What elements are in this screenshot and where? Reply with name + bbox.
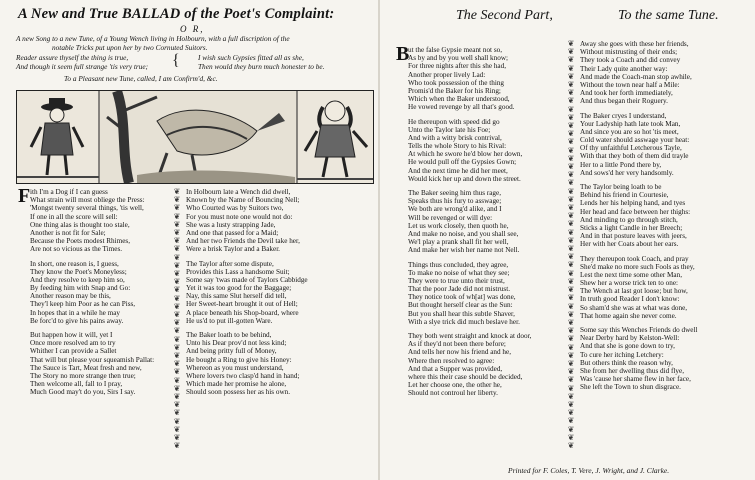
fleuron-icon: ❦ [567,153,575,163]
fleuron-icon: ❦ [173,408,181,418]
woodcut-figure-right [297,91,373,183]
couplet-1-left: Reader assure thyself the thing is true, [16,53,129,62]
verse-line: And make no noise, and you shall see, [408,229,519,238]
subtitle-line-2: notable Tricks put upon her by two Cornuted Suitors. [52,43,208,52]
fleuron-icon: ❦ [567,80,575,90]
verse-line: Promis'd the Baker for his Ring; [408,86,501,95]
verse-line: Were a brisk Taylor and a Baker. [186,245,280,254]
verse-line: The Sauce is Tart, Meat fresh and new, [30,363,142,372]
fleuron-icon: ❦ [567,244,575,254]
verse-line: He us'd to put ill-gotten Ware. [186,316,273,325]
verse-line: And her two Friends the Devil take her, [186,237,300,246]
fleuron-icon: ❦ [567,334,575,344]
verse-line: The Wench at last got loose; but how, [580,287,688,296]
verse-line: Nay, this same Slut herself did tell, [186,292,287,301]
verse-line: Who took possession of the thing [408,78,505,87]
verse-line: And minding to go through stitch, [580,215,678,224]
fleuron-icon: ❦ [173,416,181,426]
fleuron-icon: ❦ [173,334,181,344]
verse-line: Things thus concluded, they agree, [408,260,509,269]
verse-line: But happen how it will, yet I [30,331,113,339]
verse-line: And made the Coach-man stop awhile, [580,72,692,81]
fleuron-icon: ❦ [567,416,575,426]
verse-line: They took a Coach and did convey [580,56,681,65]
verse-line: ut the false Gypsie meant not so, [408,46,503,54]
printer-imprint: Printed for F. Coles, T. Vere, J. Wright, and J. Clarke. [508,466,670,475]
couplet-2-left: And though it seem full strange 'tis very true; [16,62,149,71]
couplet-brace: { [172,52,180,69]
fleuron-icon: ❦ [173,293,181,303]
fleuron-icon: ❦ [173,277,181,287]
verse-line: Will be revenged or will dye: [408,213,493,222]
verse-line: They'l keep him Poor as he can Piss, [30,300,136,309]
verse-line: In truth good Reader I don't know: [580,295,680,304]
verse-line: Unto his Dear prov'd not less kind; [186,339,287,348]
fleuron-icon: ❦ [567,186,575,196]
verse-line: She from her dwelling thus did flye, [580,366,685,375]
fleuron-icon: ❦ [567,342,575,352]
verse-line: Once more resolved am to try [30,339,116,348]
verse-line: Her head and face between her thighs: [580,207,691,216]
verse-line: And being pritty full of Money, [186,347,277,356]
fleuron-icon: ❦ [567,326,575,336]
verse-line: ith I'm a Dog if I can guess [30,188,108,196]
same-tune-title: To the same Tune. [618,8,719,23]
verse-line: The Story no more strange then true; [30,371,136,380]
verse-line: Shew her a worse trick ten to one: [580,279,678,288]
verse-line: He bought a Ring to give his Honey: [186,355,292,364]
verse-line: The Baker loath to be behind, [186,331,272,339]
fleuron-icon: ❦ [173,260,181,270]
verse-line: Which made her promise he alone, [186,380,287,389]
verse-line: Away she goes with these her friends, [580,40,689,48]
fleuron-icon: ❦ [173,342,181,352]
subtitle-line-1: A new Song to a new Tune, of a Young Wench living in Holbourn, with a full discription of the [16,34,290,43]
verse-line: The Taylor being loath to be [580,183,662,191]
fleuron-icon: ❦ [173,236,181,246]
fleuron-icon: ❦ [567,104,575,114]
fleuron-icon: ❦ [173,424,181,434]
verse-line: Tells the whole Story to his Rival: [408,142,507,151]
fleuron-icon: ❦ [173,269,181,279]
verse-line: Provides this Lass a handsome Suit; [186,267,290,276]
couplet-1 [16,53,304,62]
fleuron-icon: ❦ [567,432,575,442]
fleuron-icon: ❦ [567,399,575,409]
verse-line: Where then resolved to agree: [408,356,495,365]
fleuron-icon: ❦ [173,203,181,213]
fleuron-icon: ❦ [567,63,575,73]
fleuron-icon: ❦ [567,391,575,401]
verse-line: With a slye trick did much beslave her. [408,317,520,326]
verse-line: And make her wish her name not Nell. [408,246,520,255]
verse-line: Some say 'twas made of Taylors Cabbidge [186,275,308,284]
verse-line: Another proper lively Lad: [408,70,486,79]
verse-line: As by and by you well shall know; [408,54,509,63]
woodcut-figure-left [17,91,99,183]
fleuron-icon: ❦ [173,301,181,311]
or-line: O R, [180,24,205,34]
fleuron-icon: ❦ [567,145,575,155]
fleuron-icon: ❦ [173,211,181,221]
fleuron-icon: ❦ [567,235,575,245]
verse-line: The Taylor after some dispute, [186,259,274,268]
verse-line: He would pull off the Gypsies Gown; [408,158,517,167]
fleuron-icon: ❦ [173,188,181,196]
verse-line: Let her choose one, the other he, [408,381,502,390]
verse-line: Let us work closely, then quoth he, [408,221,509,230]
fleuron-icon: ❦ [567,71,575,81]
fleuron-icon: ❦ [567,55,575,65]
ornament-column-right [566,40,576,460]
verse-line: To cure her itching Letchery: [580,350,664,359]
verse-line: In Holbourn late a Wench did dwell, [186,188,291,196]
verse-line: But others think the reason why, [580,358,673,367]
fleuron-icon: ❦ [567,88,575,98]
fleuron-icon: ❦ [567,47,575,57]
second-part-title: The Second Part, [456,8,553,23]
verse-line: But thought herself clear as the Sun: [408,301,513,310]
woodcut-illustration [16,90,374,184]
verse-line: If one in all the score will sell: [30,212,118,221]
verse-line: Where lovers two clasp'd hand in hand; [186,371,300,380]
fleuron-icon: ❦ [567,211,575,221]
fleuron-icon: ❦ [173,392,181,402]
ornament-column-left [172,188,182,468]
fleuron-icon: ❦ [567,227,575,237]
verse-line: They notice took of wh[at] was done, [408,293,516,302]
fleuron-icon: ❦ [567,350,575,360]
fleuron-icon: ❦ [567,162,575,172]
fleuron-icon: ❦ [173,310,181,320]
verse-line: For three nights after this she had, [408,62,507,71]
verse-column-2 [186,188,308,397]
verse-line: And thus began their Roguery. [580,97,668,106]
verse-line: What strain will most obliege the Press: [30,196,145,205]
verse-line: Known by the Name of Bouncing Nell; [186,196,300,205]
verse-line: Sticks a light Candle in her Breech; [580,223,683,232]
fleuron-icon: ❦ [567,112,575,122]
fleuron-icon: ❦ [567,203,575,213]
fleuron-icon: ❦ [173,375,181,385]
verse-line: We'l play a prank shall fit her well, [408,238,509,247]
fleuron-icon: ❦ [173,252,181,262]
fleuron-icon: ❦ [567,268,575,278]
verse-line: He vowed revenge by all that's good. [408,103,515,112]
verse-line: And tells her now his friend and he, [408,348,511,357]
verse-line: Without mistrusting of their ends; [580,48,678,57]
verse-column-4 [580,40,697,392]
fleuron-icon: ❦ [567,285,575,295]
verse-line: Because the Poets modest Rhimes, [30,237,131,246]
dropcap-b: B [396,43,410,65]
fleuron-icon: ❦ [173,285,181,295]
verse-line: Lest the next time some other Man, [580,270,682,279]
fleuron-icon: ❦ [567,375,575,385]
verse-line: They thereupon took Coach, and pray [580,254,689,263]
verse-line: Of thy unfaithful Letcherous Tayle, [580,144,682,153]
fleuron-icon: ❦ [567,96,575,106]
verse-line: Lends her his helping hand, and tyes [580,199,686,208]
verse-line: And that she is gone down to try, [580,342,675,351]
fleuron-icon: ❦ [567,317,575,327]
fleuron-icon: ❦ [567,219,575,229]
verse-line: She left the Town to shun disgrace. [580,383,681,392]
verse-line: Be forc'd to give his pains away. [30,316,124,325]
verse-line: Her Sweet-heart brought it out of Hell; [186,300,298,309]
verse-line: Are not so vicious as the Times. [30,245,123,254]
verse-line: And in that posture leaves with jeers, [580,232,687,241]
verse-line: And they resolve to keep him so, [30,275,125,284]
verse-line: Without the town near half a Mile: [580,80,680,89]
verse-line: Would kick her up and down the street. [408,174,521,183]
fleuron-icon: ❦ [567,121,575,131]
verse-line: The Baker seeing him thus rage, [408,189,502,197]
verse-line: Behind his friend in Courtesie, [580,191,669,200]
fleuron-icon: ❦ [173,433,181,443]
fleuron-icon: ❦ [567,383,575,393]
verse-line: Unto the Taylor late his Foe; [408,125,491,134]
verse-line: Should soon possess her as his own. [186,388,291,397]
fleuron-icon: ❦ [567,408,575,418]
verse-line: They know the Poet's Moneyless; [30,267,127,276]
verse-line: They both went straight and knock at door, [408,332,532,340]
verse-line: So sham'd she was at what was done, [580,303,688,312]
fleuron-icon: ❦ [567,301,575,311]
verse-line: Should not controul her liberty. [408,389,498,398]
verse-line: One thing alas is thought too stale, [30,220,130,229]
fleuron-icon: ❦ [173,219,181,229]
fleuron-icon: ❦ [567,293,575,303]
verse-line: Some say this Wenches Friends do dwell [580,326,698,334]
fleuron-icon: ❦ [567,129,575,139]
verse-line: 'Mongst twenty several things, 'tis well, [30,204,144,213]
verse-line: Her with her Coats about her ears. [580,240,679,249]
fleuron-icon: ❦ [173,351,181,361]
fleuron-icon: ❦ [567,260,575,270]
verse-line: They were to true unto their trust, [408,276,505,285]
fleuron-icon: ❦ [567,170,575,180]
verse-line: And since you are so hot 'tis meet, [580,127,679,136]
ballad-title: A New and True BALLAD of the Poet's Complaint: [18,6,335,22]
verse-line: Which when the Baker understood, [408,95,510,104]
verse-line: At which he swore he'd blow her down, [408,150,523,159]
verse-line: Then welcome all, fall to I pray, [30,380,123,389]
fleuron-icon: ❦ [173,244,181,254]
verse-line: That will but please your squeamish Pallat: [30,355,155,364]
fleuron-icon: ❦ [567,137,575,147]
fleuron-icon: ❦ [567,276,575,286]
verse-line: Was 'cause her shame flew in her face, [580,375,691,384]
couplet-2-right: Then would they burn much honester to be. [198,62,325,71]
verse-line: And that a Supper was provided, [408,364,503,373]
verse-line: And with a witty brisk contrival, [408,133,502,142]
verse-line: That home again she never come. [580,311,677,320]
verse-line: To make no noise of what they see; [408,268,510,277]
fleuron-icon: ❦ [173,441,181,451]
verse-line: For you must note one would not do: [186,212,293,221]
fleuron-icon: ❦ [567,358,575,368]
fleuron-icon: ❦ [567,252,575,262]
fleuron-icon: ❦ [567,424,575,434]
verse-line: Speaks thus his fury to asswage; [408,197,502,206]
verse-line: where this their case should be decided, [408,372,523,381]
verse-line: He thereupon with speed did go [408,117,500,126]
fleuron-icon: ❦ [567,194,575,204]
fleuron-icon: ❦ [567,367,575,377]
verse-line: In hopes that in a while he may [30,308,121,317]
couplet-1-right: I wish such Gypsies fitted all as she, [198,53,304,62]
fleuron-icon: ❦ [173,318,181,328]
verse-line: Another is not fit for Sale; [30,228,106,237]
verse-line: Cold water should asswage your heat: [580,136,690,145]
tune-line: To a Pleasant new Tune, called, I am Confirm'd, &c. [64,74,218,83]
fleuron-icon: ❦ [173,400,181,410]
verse-line: In short, one reason is, I guess, [30,259,119,268]
verse-line: And one that passed for a Maid; [186,228,279,237]
verse-line: Their Lady quite another way: [580,64,668,73]
couplet-2 [16,62,325,71]
verse-line: She was a lusty strapping Jade, [186,220,276,229]
verse-line: She'd make no more such Fools as they, [580,262,695,271]
verse-line: Your Ladyship hath late took Man, [580,119,681,128]
verse-line: A place beneath his Shop-board, where [186,308,299,317]
fleuron-icon: ❦ [567,309,575,319]
fleuron-icon: ❦ [173,383,181,393]
verse-line: But you shall hear this subtle Shaver, [408,309,515,318]
dropcap-f: F [18,185,31,207]
fleuron-icon: ❦ [567,440,575,450]
verse-line: With that they both of them did trayle [580,152,689,161]
verse-line: Much Good may't do you, Sirs I say. [30,388,136,397]
verse-column-3 [408,46,531,398]
verse-line: As if they'd not been there before; [408,340,506,349]
verse-line: Whereon as you must understand, [186,363,284,372]
verse-line: That the poor Jade did not mistrust. [408,285,511,294]
verse-line: Whither I can provide a Sallet [30,347,117,356]
fleuron-icon: ❦ [173,326,181,336]
fleuron-icon: ❦ [173,367,181,377]
verse-column-1 [30,188,154,397]
woodcut-scene-middle [100,91,296,183]
page-fold [378,0,380,480]
verse-line: And sows'd her very handsomly. [580,168,674,177]
fleuron-icon: ❦ [173,359,181,369]
verse-line: We both are wrong'd alike, and I [408,205,502,214]
verse-line: Yet it was too good for the Baggage; [186,284,292,293]
verse-line: Her to a little Pond there by, [580,160,662,169]
verse-line: The Baker cryes I understand, [580,111,667,120]
verse-line: Another reason may be this, [30,292,111,301]
fleuron-icon: ❦ [567,40,575,48]
verse-line: And the next time he did her meet, [408,166,508,175]
verse-line: Near Derby hard by Kelston-Well: [580,334,680,343]
verse-line: Who Courted was by Suitors two, [186,204,284,213]
fleuron-icon: ❦ [567,178,575,188]
fleuron-icon: ❦ [173,195,181,205]
verse-line: By feeding him with Snap and Go: [30,284,131,293]
fleuron-icon: ❦ [173,228,181,238]
verse-line: And took her forth immediately, [580,89,673,98]
